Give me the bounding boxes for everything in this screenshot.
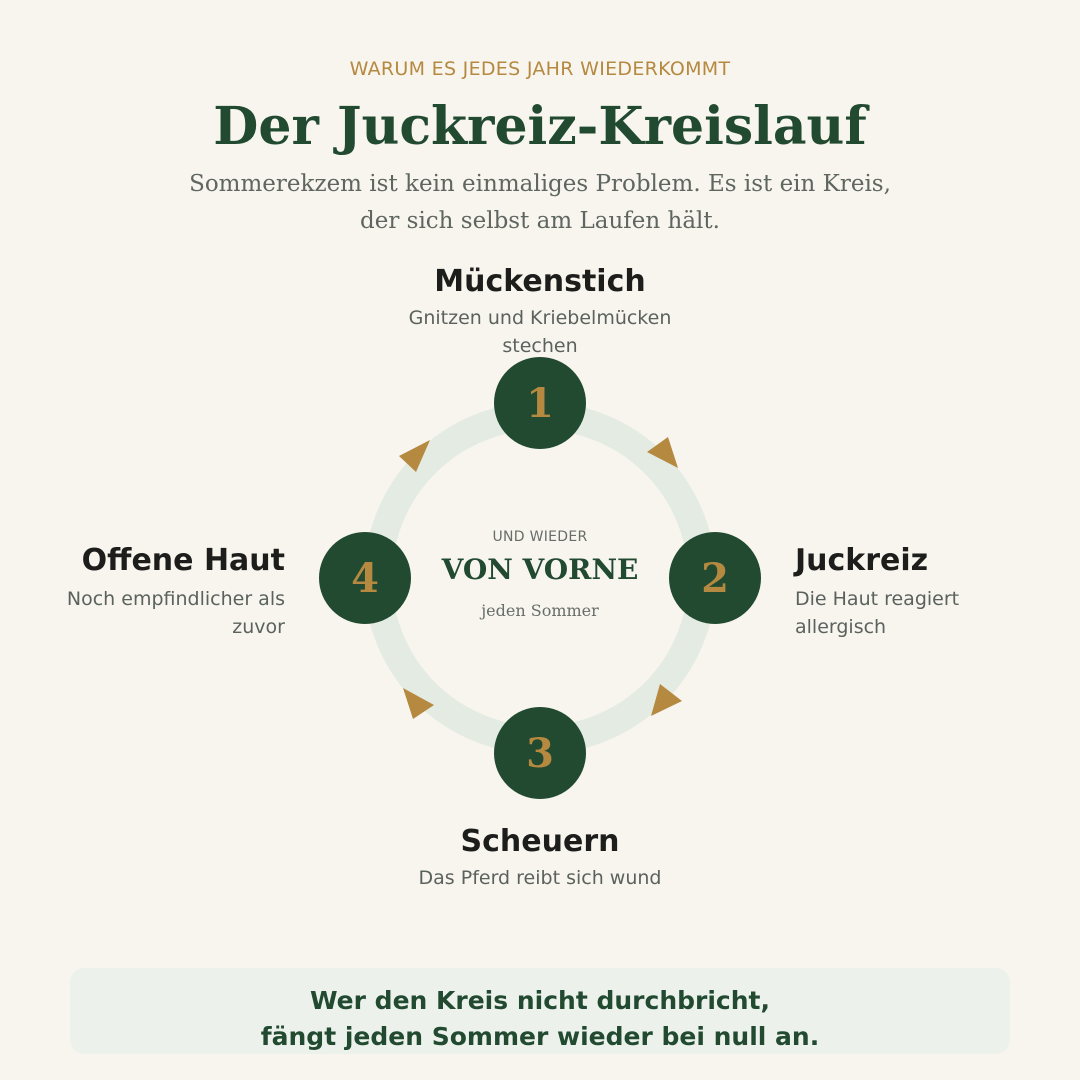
step-4-number: 4 (351, 555, 379, 602)
footer-banner (70, 968, 1010, 1054)
step-3-number: 3 (526, 730, 554, 777)
step-4-desc-line-2: zuvor (232, 616, 285, 638)
center-caption-top: UND WIEDER (492, 529, 588, 545)
footer-line-2: fängt jeden Sommer wieder bei null an. (260, 1022, 820, 1051)
step-2-description (795, 585, 1055, 641)
step-1-title: Mückenstich (434, 264, 646, 299)
eyebrow: WARUM ES JEDES JAHR WIEDERKOMMT (349, 58, 731, 80)
subtitle-line-2: der sich selbst am Laufen hält. (360, 208, 720, 234)
step-3-node (494, 707, 586, 799)
step-3-desc-line-1: Das Pferd reibt sich wund (418, 867, 662, 889)
step-3-description (340, 864, 740, 892)
step-2-desc-line-2: allergisch (795, 616, 887, 638)
footer-line-1: Wer den Kreis nicht durchbricht, (310, 986, 770, 1015)
step-2-desc-line-1: Die Haut reagiert (795, 588, 960, 610)
page-title: Der Juckreiz-Kreislauf (213, 96, 867, 157)
step-1-number: 1 (526, 380, 554, 427)
step-1-desc-line-1: Gnitzen und Kriebelmücken (408, 307, 672, 329)
step-4-desc-line-1: Noch empfindlicher als (66, 588, 285, 610)
step-1-desc-line-2: stechen (502, 335, 578, 357)
step-4-description (25, 585, 285, 641)
center-caption-main: VON VORNE (441, 553, 639, 586)
step-1-node (494, 357, 586, 449)
subtitle-line-1: Sommerekzem ist kein einmaliges Problem. Es ist ein Kreis, (189, 171, 891, 197)
step-2-number: 2 (701, 555, 729, 602)
step-4-title: Offene Haut (81, 543, 285, 578)
step-3-title: Scheuern (460, 824, 620, 859)
step-2-title: Juckreiz (795, 543, 929, 578)
step-1-description (340, 304, 740, 360)
center-caption-sub: jeden Sommer (481, 601, 599, 620)
